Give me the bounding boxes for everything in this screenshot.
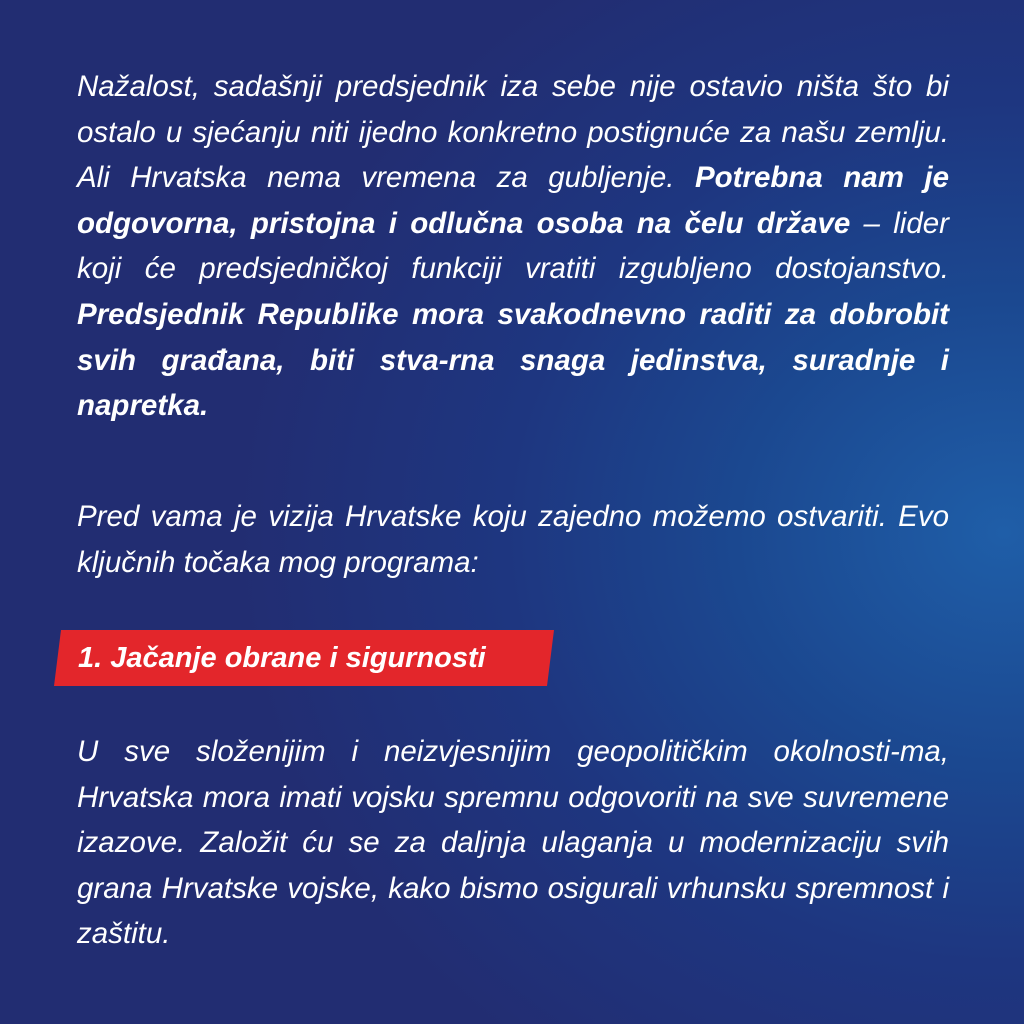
intro-sentence-1: Nažalost, sadašnji predsjednik iza sebe nije ostavio ništa što bi ostalo u sjećanju niti ijedno konkretno postignuće za našu zemlju. Ali Hrvatska nema vremena za gubljenje. (77, 70, 949, 195)
section-heading-banner (54, 630, 554, 686)
intro-emphasis-1: Potrebna nam je odgovorna, pristojna i odlučna osoba na čelu države (77, 161, 949, 240)
vision-paragraph: Pred vama je vizija Hrvatske koju zajedno možemo ostvariti. Evo ključnih točaka mog programa: (77, 500, 949, 579)
intro-emphasis-2: Predsjednik Republike mora svakodnevno raditi za dobrobit svih građana, biti stva-rna snaga jedinstva, suradnje i napretka. (77, 297, 949, 423)
defense-paragraph: U sve složenijim i neizvjesnijim geopolitičkim okolnosti-ma, Hrvatska mora imati vojsku spremnu odgovoriti na sve suvremene izazove. Založit ću se za daljnja ulaganja u modernizaciju svih grana Hrvatske vojske, kako bismo osigurali vrhunsku spremnost i zaštitu. (77, 735, 949, 951)
intro-paragraph (77, 64, 949, 429)
section-heading-title: 1. Jačanje obrane i sigurnosti (78, 642, 486, 674)
intro-sentence-2: – lider koji će predsjedničkoj funkciji vratiti izgubljeno dostojanstvo. (77, 206, 949, 286)
